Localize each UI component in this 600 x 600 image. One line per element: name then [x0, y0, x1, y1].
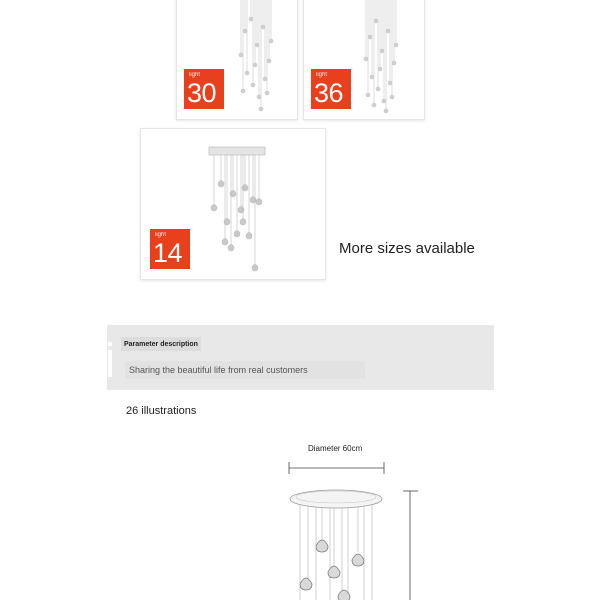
- light-count: 36: [314, 78, 344, 108]
- light-count: 14: [153, 238, 183, 268]
- banner-title: Parameter description: [124, 341, 198, 348]
- more-sizes-text: More sizes available: [339, 240, 475, 257]
- diameter-label: Diameter 60cm: [308, 444, 363, 453]
- light-count-badge: [150, 229, 190, 269]
- illustrations-count: 26 illustrations: [126, 405, 197, 417]
- light-count-badge: [184, 69, 224, 109]
- parameter-banner: [107, 325, 494, 390]
- badge-label: light: [189, 72, 201, 78]
- product-card-14: [140, 128, 326, 280]
- product-card-36: [303, 0, 425, 120]
- product-card-30: [176, 0, 298, 120]
- info-i-icon: [107, 341, 113, 377]
- light-count: 30: [187, 78, 217, 108]
- badge-label: light: [155, 232, 167, 238]
- light-count-badge: [311, 69, 351, 109]
- badge-label: light: [316, 72, 328, 78]
- banner-subtitle: Sharing the beautiful life from real customers: [129, 365, 308, 375]
